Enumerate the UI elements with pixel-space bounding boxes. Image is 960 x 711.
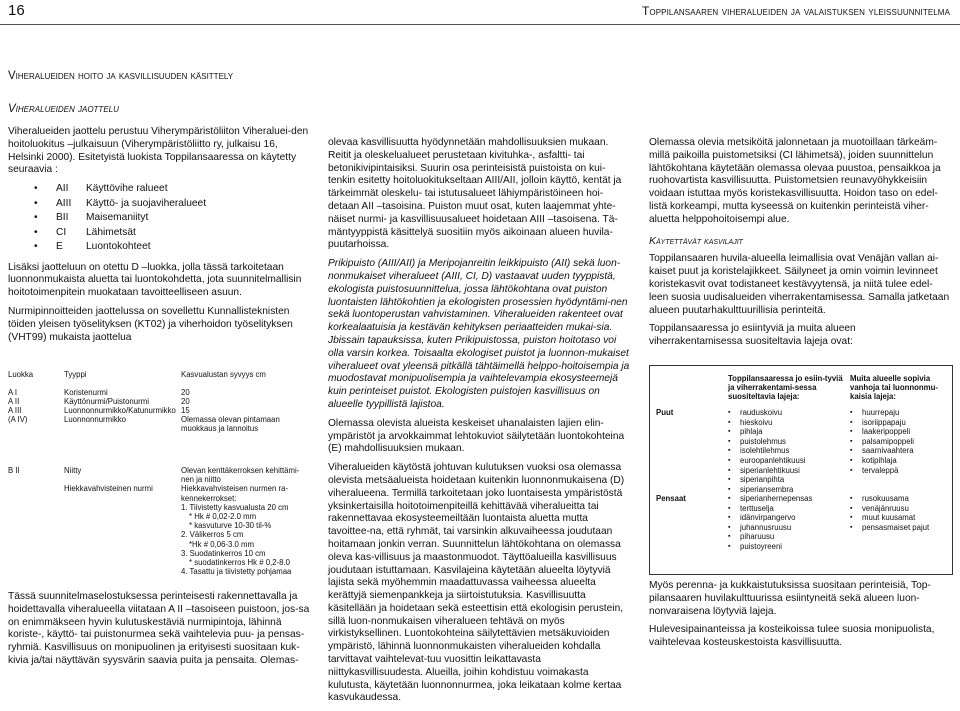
paragraph: Toppilansaaressa jo esiintyviä ja muita alueen viherrakentamisessa suositeltavia lajeja ovat: (649, 323, 856, 348)
paragraph: Viheralueiden jaottelu perustuu Viherympäristöliiton Viheraluei-den hoitoluokitus –julkaisuun (Viherympäristöliitto ry, julkaisu 16, Helsinki 2000). Esitetyistä luokista Toppilansaaressa on käytetty seuraavia : (8, 126, 309, 176)
species-col-header: Toppilansaaressa jo esiin-tyviä ja viherrakentami-sessa suositeltavia lajeja: (728, 374, 843, 401)
list-item: ▪ venäjänruusu (850, 504, 929, 514)
trees-other-list (850, 408, 914, 475)
list-item: ▪ muut kuusamat (850, 513, 929, 523)
column-1-tail (8, 591, 310, 674)
table-cell: A II (8, 397, 20, 406)
table-cell: Hiekkavahvisteinen nurmi (64, 484, 153, 493)
page-number: 16 (8, 2, 25, 19)
paragraph: Prikipuisto (AIII/AII) ja Meripojanreitin leikkipuisto (AII) sekä luon-nonmukaiset viheralueet (AIII, CI, D) vastaavat uuden tyyppistä, ekologista puistosuunnittelua, jossa lähtökohtana ovat puiston luontaisten lähtökohtien ja ekologisten prosessien hyödyntämi-nen sekä luontoperustan vahvistaminen. Viheralueiden rakenteet ovat korkealaatuisia ja kestävän kehityksen periaatteiden mukai-sia. Jbissain tapauksissa, kuten Prikipuistossa, puiston hoitotaso voi olla varsin korkea. Toisaalta ekologiset puistot ja luonnon-mukaiset viheralueet ovat yleensä pitkällä tähtäimellä helppo-hoitoisempia ja muodostavat monipuolisempia ja vaihtelevampia ekosysteemejä kuin perinteiset puistot. Ekologisten puistojen kasvillisuus on alueelle tyypillistä lajistoa. (328, 258, 630, 410)
table-cell: Niitty (64, 466, 82, 475)
list-item: ▪ piharuusu (728, 532, 812, 542)
list-item: ▪ siperiansembra (728, 485, 805, 495)
list-item: ▪ pensasmaiset pajut (850, 523, 929, 533)
list-item: ▪ juhannusruusu (728, 523, 812, 533)
paragraph: olevaa kasvillisuutta hyödynnetään mahdollisuuksien mukaan. Reitit ja oleskelualueet perustetaan kivituhka-, asfaltti- tai betonikivipintaisiksi. Suurin osa perinteisistä puistoista on kui-tenkin esitetty hoitoluokitukseltaan AIII/AII, jolloin käyttö, kentät ja tärkeimmät oleskelu- tai istutusalueet lähiympäristöineen hoi-detaan AII –tasoisina. Puiston muut osat, kuten laajemmat yhte-näiset nurmi- ja kasvillisuusalueet hoidetaan AIII –tasoisena. Tä-mäntyyppistä käsittelyä suositiin myös aikoinaan alueen huvila-puutarhoissa. (328, 137, 622, 251)
paragraph: Hulevesipainanteissa ja kosteikoissa tulee suosia monipuolista, vaihtelevaa kosteuskestoista kasvillisuutta. (649, 624, 935, 649)
list-item: ▪ tervaleppä (850, 466, 914, 476)
column-1 (8, 126, 310, 350)
table-header: Tyyppi (64, 370, 87, 379)
list-item: ▪ idänvirpangervo (728, 513, 812, 523)
species-col-header: Muita alueelle sopivia vanhoja tai luonnonmu-kaisia lajeja: (850, 374, 938, 401)
paragraph: Nurmipinnoitteiden jaottelussa on sovellettu Kunnallisteknisten töiden yleisen työselityksen (KT02) ja viherhoidon työselityksen (VHT99) mukaista jaottelua (8, 306, 293, 343)
list-item: ▪ euroopanlehtikuusi (728, 456, 805, 466)
paragraph: Tässä suunnitelmaselostuksessa perinteisesti rakennettavalla ja hoidettavalla viheralueella viitataan A II –tasoiseen puistoon, jos-sa on enimmäkseen hyvin kulutuskestäviä nurmipintoja, lähinnä koriste-, käyttö- tai puistonurmea sekä vaihtelevia puu- ja pensas-ryhmiä. Kasvillisuus on monipuolinen ja erityisesti suositaan kuk-kivia ja/tai näyttävän syysvärin saavia puita ja pensaita. Olemas- (8, 591, 310, 666)
list-item: • CI Lähimetsät (8, 227, 310, 242)
shrubs-other-list (850, 494, 929, 532)
table-cell: A III (8, 406, 22, 415)
table-cell: muokkaus ja lannoitus (181, 424, 259, 433)
paragraph: Olemassa olevia metsiköitä jalonnetaan ja muotoillaan tärkeäm-millä paikoilla puistometsiksi (CI lähimetsä), joiden suunnittelun lähtökohtana käytetään olemassa olevaa puustoa, pensaikkoa ja ruohovartista kasvillisuutta. Puistometsien reunavyöhykkeisiin voidaan istuttaa myös koristekasvillisuutta. Hoidon taso on edel-listä korkeampi, mutta kyseessä on kuitenkin perinteistä viher-aluetta helppohoitoisempi alue. (649, 137, 941, 225)
list-item: ▪ hieskoivu (728, 418, 805, 428)
shrubs-existing-list (728, 494, 812, 552)
table-header: Kasvualustan syvyys cm (181, 370, 266, 379)
list-item: • BII Maisemaniityt (8, 212, 310, 227)
paragraph: Myös perenna- ja kukkaistutuksissa suositaan perinteisiä, Top-pilansaaren huvilakulttuurissa esiintyneitä sekä alueen luon-nonvaraisena löytyviä lajeja. (649, 580, 931, 617)
grass-class-table (8, 362, 310, 582)
table-cell: Luonnonnurmikko (64, 415, 126, 424)
header-rule (0, 24, 960, 25)
paragraph: Lisäksi jaotteluun on otettu D –luokka, jolla tässä tarkoitetaan luonnonmukaista aluetta tai luontokohdetta, jota suunnitelmallisin hoitotoimenpitein muokataan tavoitteelliseen asuun. (8, 261, 302, 299)
trees-existing-list (728, 408, 805, 494)
table-cell: 20 (181, 388, 190, 397)
class-list (8, 183, 310, 256)
bii-spec: Olevan kenttäkerroksen kehittämi- nen ja niitto Hiekkavahvisteisen nurmen ra- kennekerrokset: 1. Tiivistetty kasvualusta 20 cm * Hk # 0,02-2.0 mm * kasvuturve 10-30 til-% 2. Välikerros 5 cm *Hk # 0,06-3.0 mm 3. Suodatinkerros 10 cm * suodatinkerros Hk # 0,2-8.0 4. Tasattu ja tiivistetty pohjamaa (181, 466, 300, 577)
list-item: ▪ isoriippapaju (850, 418, 914, 428)
column-3 (649, 137, 951, 355)
species-table (649, 365, 953, 575)
list-item: ▪ saarnivaahtera (850, 446, 914, 456)
list-item: ▪ siperianhernepensas (728, 494, 812, 504)
list-item: ▪ kotipihlaja (850, 456, 914, 466)
list-item: • AII Käyttövihe ralueet (8, 183, 310, 198)
list-item: ▪ laakeripoppeli (850, 427, 914, 437)
paragraph: Toppilansaaren huvila-alueella leimallisia ovat Venäjän vallan ai-kaiset puut ja koristelajikkeet. Säilyneet ja omin voimin levinneet koristekasvit ovat todistaneet kestävyytensä, ja niitä tulee edel-leen suosia uudisalueiden viherrakentamisessa. Samalla jatketaan alueen puutarhakulttuurillisia perinteitä. (649, 253, 950, 316)
section-heading: Viheralueiden hoito ja kasvillisuuden käsittely (8, 70, 234, 82)
table-cell: B II (8, 466, 20, 475)
species-heading: Käytettävät kasvilajit (649, 234, 743, 247)
column-3-tail (649, 580, 951, 656)
running-title: Toppilansaaren viheralueiden ja valaistuksen yleissuunnitelma (641, 4, 950, 18)
list-item: ▪ palsamipoppeli (850, 437, 914, 447)
list-item: ▪ isolehtilehmus (728, 446, 805, 456)
list-item: ▪ siperianlehtikuusi (728, 466, 805, 476)
table-cell: 20 (181, 397, 190, 406)
list-item: ▪ puistolehmus (728, 437, 805, 447)
table-cell: Koristenurmi (64, 388, 108, 397)
column-2 (328, 137, 630, 711)
paragraph: Olemassa olevista alueista keskeiset uhanalaisten lajien elin-ympäristöt ja arvokkaimmat lehtokuviot säilytetään luontokohteina (E) mahdollisuuksien mukaan. (328, 417, 625, 455)
paragraph: Viheralueiden käytöstä johtuvan kulutuksen vuoksi osa olemassa olevista metsäalueista hoidetaan kuitenkin luonnonmukaisena (D) viheralueena. Termillä tarkoitetaan joko luontaisesta ympäristöstä yksinkertaisilla hoitotoimenpiteillä kehittävää viheralueitta tai rakennettavaa ekosysteemeiltään luontaista aluetta mutta tavoittee-na, että ryhmät, tai varsinkin alkuvaiheessa joudutaan hoitamaan jonkin verran. Suunnittelun lähtökohtana on olemassa oleva kas-villisuus ja maastonmuodot. Täyttöalueilla kasvillisuus joudutaan istuttamaan. Kasvilajeina käytetään alueelta löytyviä lajista sekä myöhemmin maadattuvassa vaiheessa alueelta kerättyjä siemenpankkeja ja siirtoistutuksia. Kasvillisuutta käsitellään ja hoidetaan sekä esteettisin että ekologisin perustein, sillä luon-nonmukaisen viheralueen tehtävä on myös virkistyksellinen. Luontokohteina säilytettävien metsäkuvioiden ympäristö, lähinnä luonnonmukaisten viheralueiden kohdalla tarvittavat vaihtelevat-tuu vuosittin leikattavasta niittykasvillisuudesta. Alueilla, joihin kohdistuu voimakasta kulutusta, käytetään luonnonnurmea, joka leikataan kolme kertaa kasvukaudessa. (328, 462, 625, 704)
list-item: • AIII Käyttö- ja suojaviheralueet (8, 198, 310, 213)
list-item: ▪ siperianpihta (728, 475, 805, 485)
table-cell: (A IV) (8, 415, 28, 424)
list-item: ▪ puistoyreeni (728, 542, 812, 552)
subsection-heading: Viheralueiden jaottelu (8, 103, 119, 115)
shrubs-label: Pensaat (656, 494, 686, 503)
list-item: • E Luontokohteet (8, 241, 310, 256)
table-header: Luokka (8, 370, 34, 379)
list-item: ▪ huurrepaju (850, 408, 914, 418)
table-cell: 15 (181, 406, 190, 415)
table-cell: Käyttönurmi/Puistonurmi (64, 397, 149, 406)
list-item: ▪ rauduskoivu (728, 408, 805, 418)
list-item: ▪ pihlaja (728, 427, 805, 437)
list-item: ▪ rusokuusama (850, 494, 929, 504)
trees-label: Puut (656, 408, 674, 417)
table-cell: Olemassa olevan pintamaan (181, 415, 280, 424)
list-item: ▪ terttuselja (728, 504, 812, 514)
table-cell: Luonnonnurmikko/Katunurmikko (64, 406, 176, 415)
table-cell: A I (8, 388, 18, 397)
